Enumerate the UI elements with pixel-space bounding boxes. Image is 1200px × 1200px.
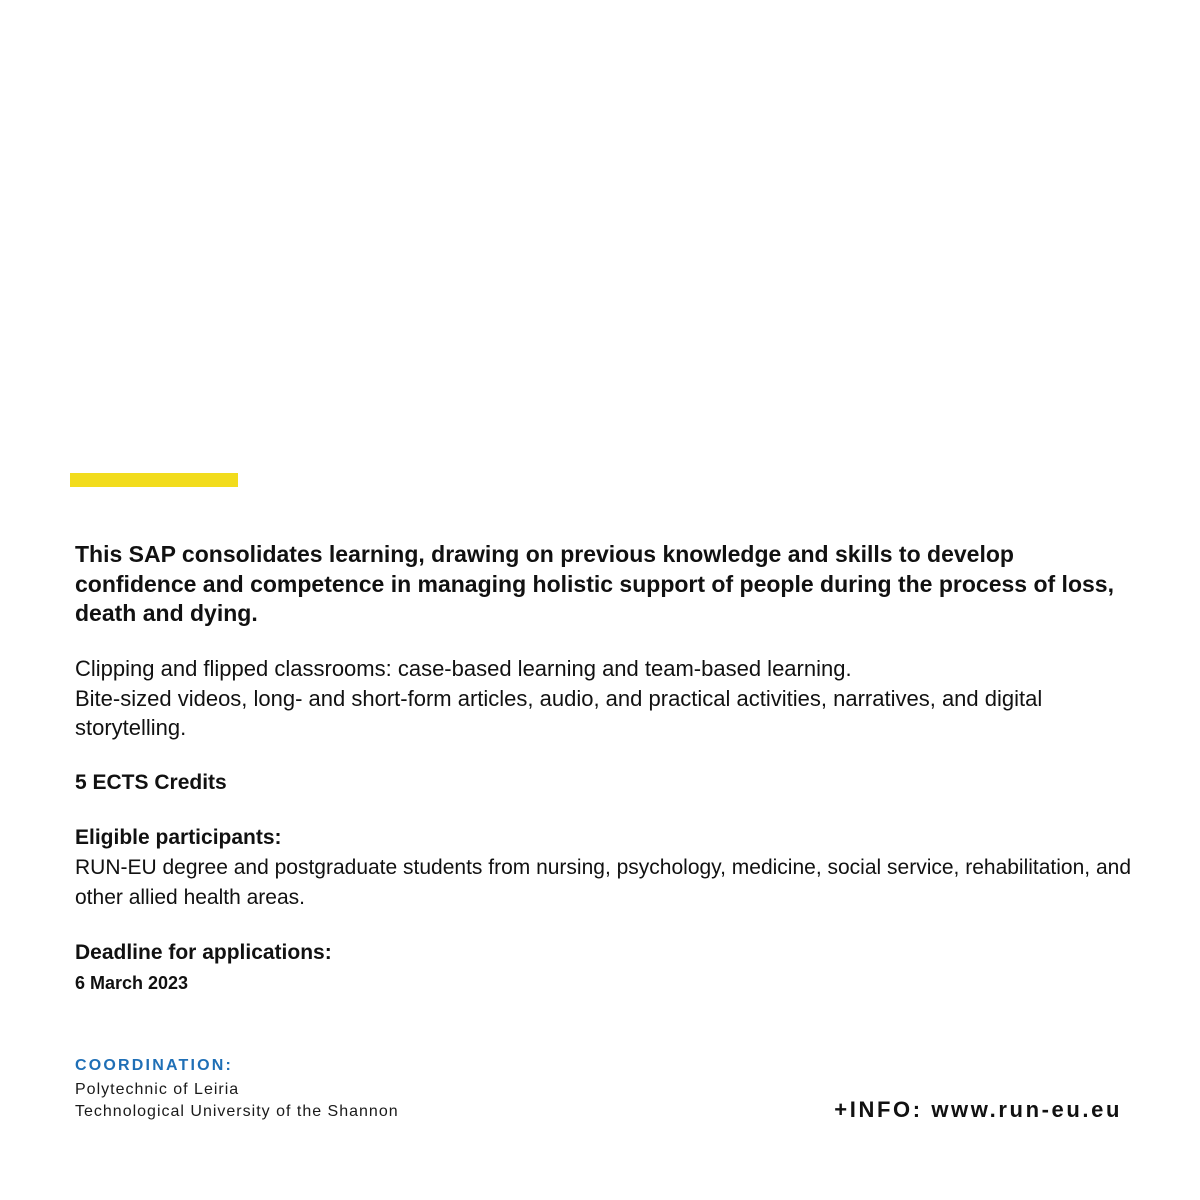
deadline-title: Deadline for applications:	[75, 941, 332, 964]
teaching-methods	[75, 654, 1135, 743]
methods-line: Clipping and flipped classrooms: case-based learning and team-based learning.	[75, 656, 852, 681]
deadline-date: 6 March 2023	[75, 973, 189, 993]
credits: 5 ECTS Credits	[75, 771, 227, 794]
coordination-institution: Technological University of the Shannon	[75, 1103, 399, 1120]
methods-line: Bite-sized videos, long- and short-form articles, audio, and practical activities, narratives, and digital storytelling.	[75, 685, 1043, 740]
eligible-title: Eligible participants:	[75, 826, 282, 849]
intro-text: This SAP consolidates learning, drawing on previous knowledge and skills to develop confidence and competence in managing holistic support of people during the process of loss, death and dying.	[75, 541, 1114, 626]
coordination-label: COORDINATION:	[75, 1057, 234, 1074]
accent-bar	[70, 473, 238, 487]
coordination-institution: Polytechnic of Leiria	[75, 1081, 240, 1098]
info-link[interactable]: +INFO: www.run-eu.eu	[834, 1097, 1122, 1122]
eligible-text: RUN-EU degree and postgraduate students from nursing, psychology, medicine, social service, rehabilitation, and other allied health areas.	[75, 856, 1131, 909]
